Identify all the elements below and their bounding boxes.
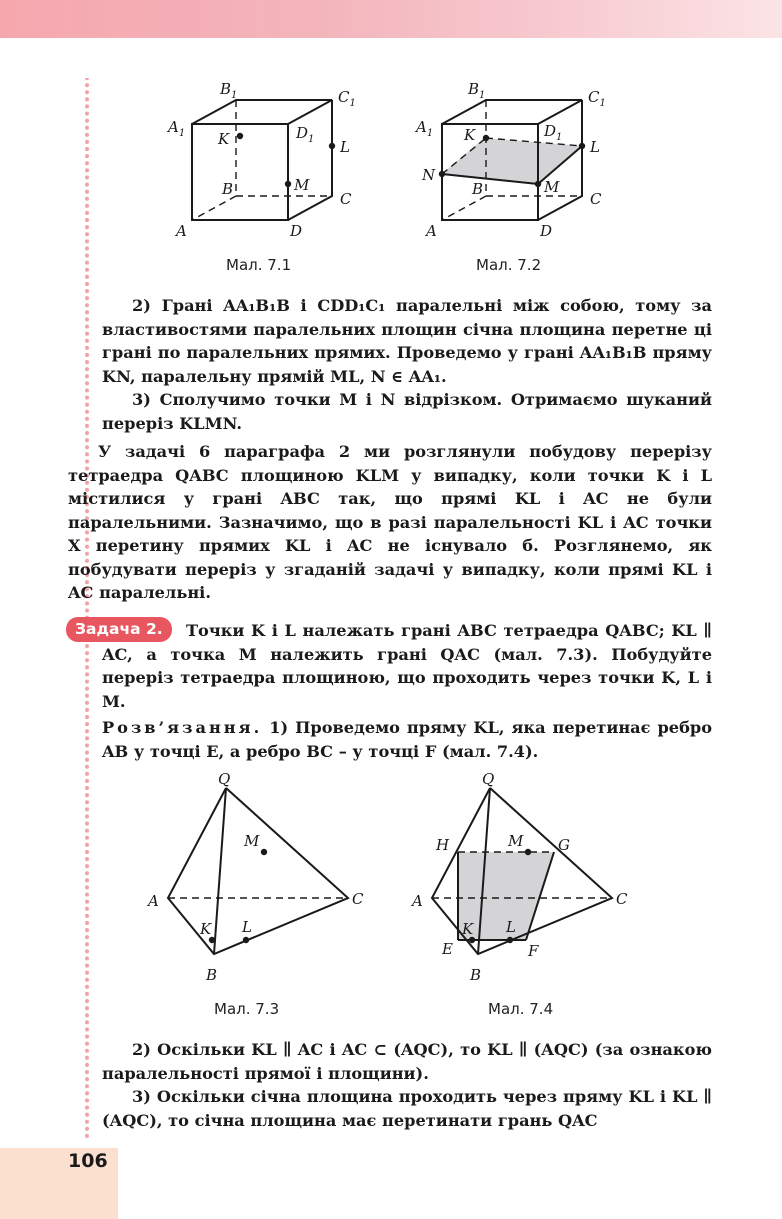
label-m: M [244,832,260,850]
label-a: A [176,222,187,240]
label-k: K [200,920,212,938]
point-l [507,937,513,943]
label-e: E [442,940,453,958]
label-b: B [206,966,218,984]
label-a: A [412,892,423,910]
label-c: C [340,190,352,208]
label-d: D [540,222,553,240]
label-l: L [340,138,350,156]
label-d: D [290,222,303,240]
label-l: L [590,138,600,156]
point-k [483,135,489,141]
label-a1: $A_1$ [168,118,186,139]
point-n [439,171,445,177]
label-b: B [222,180,234,198]
top-decorative-band [0,0,782,38]
caption-fig-7-3: Мал. 7.3 [214,1000,280,1018]
label-m: M [544,178,560,196]
label-c: C [616,890,628,908]
paragraph-task6-reference: У задачі 6 параграфа 2 ми розглянули побудову перерізу тетраедра QABC площиною KLM у випадку, коли точки K і L містилися у грані ABC так, що прямі KL і AC не були паралельними. Зазначимо, що в разі паралельності KL і AC точки X перетину прямих KL і AC не існувало б. Розглянемо, як побудувати переріз у згаданій задачі у випадку, коли прямі KL і AC паралельні. [68,442,712,602]
label-d1: $D_1$ [296,124,315,145]
figure-7-4-tetrahedron-section [404,770,644,990]
label-m: M [508,832,524,850]
figure-7-1-cube [160,76,370,246]
label-n: N [422,166,436,184]
solution-paragraph [102,716,712,763]
margin-dotted-line [82,78,92,1138]
point-m [261,849,267,855]
page-number: 106 [68,1150,108,1172]
caption-fig-7-1: Мал. 7.1 [226,256,292,274]
label-a: A [148,892,159,910]
point-l [243,937,249,943]
label-k: K [464,126,476,144]
label-c: C [352,890,364,908]
label-b: B [470,966,482,984]
label-f: F [528,942,539,960]
paragraph-step-3: 3) Оскільки січна площина проходить через пряму KL і KL ∥ (AQC), то січна площина має перетинати грань QAC [102,1087,712,1130]
label-l: L [242,918,252,936]
label-q: Q [218,770,231,788]
point-l [579,143,585,149]
solution-step-1: 1) Проведемо пряму KL, яка перетинає ребро AB у точці E, а ребро BC – у точці F (мал. 7.4). [102,718,712,761]
figure-7-3-tetrahedron [140,770,380,990]
label-k: K [218,130,230,148]
label-c: C [590,190,602,208]
point-l [329,143,335,149]
label-c1: $C_1$ [338,88,356,109]
paragraph-connect-mn: 3) Сполучимо точки M і N відрізком. Отримаємо шуканий переріз KLMN. [102,390,712,433]
paragraph-step-2: 2) Оскільки KL ∥ AC і AC ⊂ (AQC), то KL ∥ (AQC) (за ознакою паралельності прямої і площини). [102,1040,712,1083]
point-m [535,181,541,187]
caption-fig-7-4: Мал. 7.4 [488,1000,554,1018]
label-m: M [294,176,310,194]
figure-7-2-cube-section [410,76,620,246]
label-q: Q [482,770,495,788]
label-d1: $D_1$ [544,122,563,143]
task-2-statement: Точки K і L належать грані ABC тетраедра QABC; KL ∥ AC, а точка M належить грані QAC (мал. 7.3). Побудуйте переріз тетраедра площиною, що проходить через точки K, L і M. [102,621,712,711]
point-k [237,133,243,139]
label-b1: $B_1$ [220,80,238,101]
label-b1: $B_1$ [468,80,486,101]
label-k: K [462,920,474,938]
solution-label: Розв’язання. [102,718,263,737]
point-m [525,849,531,855]
label-a: A [426,222,437,240]
task-2-badge: Задача 2. [66,617,172,642]
label-c1: $C_1$ [588,88,606,109]
caption-fig-7-2: Мал. 7.2 [476,256,542,274]
label-b: B [472,180,484,198]
paragraph-faces-parallel: 2) Грані AA₁B₁B і CDD₁C₁ паралельні між собою, тому за властивостями паралельних площин січна площина перетне ці грані по паралельних прямих. Проведемо у грані AA₁B₁B пряму KN, паралельну прямій ML, N ∈ AA₁. [102,296,712,386]
label-h: H [436,836,450,854]
point-m [285,181,291,187]
label-a1: $A_1$ [416,118,434,139]
label-g: G [558,836,570,854]
label-l: L [506,918,516,936]
